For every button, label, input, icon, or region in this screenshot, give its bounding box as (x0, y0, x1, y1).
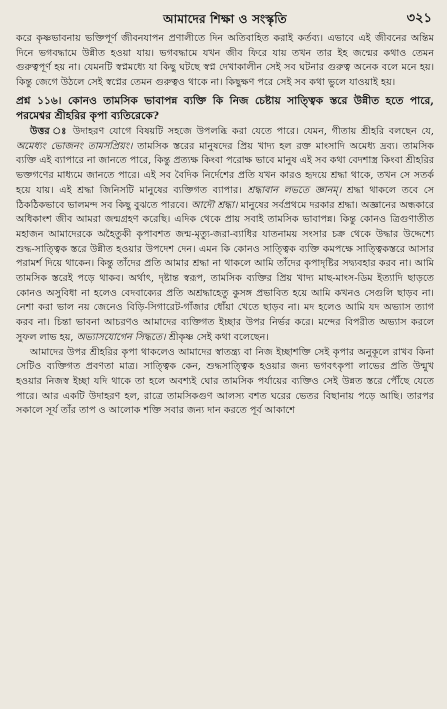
intro-paragraph: করে কৃষ্ণভাবনায় ভক্তিপূর্ণ জীবনযাপন প্রণালীতে দিন অতিবাহিত করাই কর্তব্য। এভাবে এই জীবনের অন্তিম দিনে ভগবদ্ধামে উন্নীত হওয়া যায়। ভগবদ্ধামে যখন জীব ফিরে যায় তখন তার ইহ জন্মের কথাও তেমন গুরুত্বপূর্ণ হয় না। যেমনটি স্বপ্নমধ্যে যা কিছু ঘটছে স্বপ্ন দেখাকালীন সেই সব ঘটনার গুরুত্ব অনেক বলে মনে হয়। কিন্তু জেগে উঠলে সেই স্বপ্নের তেমন গুরুত্বও থাকে না। কিছুক্ষণ পরে সেই সব কথা ভুলে যাওয়াই হয়। (16, 33, 434, 89)
running-header (16, 6, 434, 32)
answer-text-5: শ্রীকৃষ্ণ সেই কথা বলেছেন। (165, 331, 269, 343)
running-title: আমাদের শিক্ষা ও সংস্কৃতি (163, 12, 287, 26)
scripture-quote-1: অমেধ্যং ভোজনং তামসপ্রিয়ং। (16, 140, 133, 152)
answer-text-2: তামসিক স্তরের মানুষদের প্রিয় খাদ্য হল রক্ত মাংসাদি অমেধ্য দ্রব্য। তামসিক ব্যক্তি এই ব্যাপারে না জানতে পারে, কিন্তু প্রত্যক্ষ কিংবা পরোক্ষ ভাবে মানুষ এই সব কথা বেদশাস্ত্র কিংবা শ্রীহরির ভক্তগণের মাধ্যমে জানতে পারে। এই সব বৈদিক নির্দেশের প্রতি যখন কারও হৃদয়ে শ্রদ্ধা থাকে, তখন সে সতর্ক হয়ে যায়। এই শ্রদ্ধা জিনিসটি মানুষের ব্যক্তিগত ব্যাপার। (16, 140, 435, 196)
closing-paragraph: আমাদের উপর শ্রীহরির কৃপা থাকলেও আমাদের স্বাতন্ত্র্য বা নিজ ইচ্ছাশক্তি সেই কৃপার অনুকূলে রাখব কিনা সেটিও ব্যক্তিগত প্রবণতা মাত্র। সাত্ত্বিক কেন, শুদ্ধসাত্ত্বিক হওয়ার জন্য ভগবৎকৃপা লাভের প্রতি উন্মুখ হওয়ার নিজস্ব ইচ্ছা যদি থাকে তা হলে অবশ্যই ঘোর তামসিক পর্যায়ের ব্যক্তিও সেই উন্নত স্তরে পৌঁছে যেতে পারে। আর একটি উদাহরণ হল, রাত্রে তামসিকগুণ আলস্য বশত ঘরের ভেতর বিছানায় পড়ে আছি। তারপর সকালে সূর্য তাঁর তাপ ও আলোক শক্তি সবার জন্য দান করতে পূর্ব আকাশে (16, 346, 434, 417)
answer-text-4: মানুষের সর্বপ্রথমে দরকার শ্রদ্ধা। অজ্ঞানের অন্ধকারে অধিকাংশ জীব আমরা জন্মগ্রহণ করেছি। এদিক থেকে প্রায় সবাই তামসিক ভাবাপন্ন। কিন্তু কোনও ত্রিগুণাতীত মহাজন আমাদেরকে অহৈতুকী কৃপাবশত জন্ম-মৃত্যু-জরা-ব্যাধির যাতনাময় সংসার চক্র থেকে উদ্ধার উদ্দেশ্যে শুদ্ধ-সাত্ত্বিক স্তরে উন্নীত হওয়ার উপদেশ দেন। এমন কি কোনও সাত্ত্বিক ব্যক্তি কমপক্ষে সাত্ত্বিকস্তরে আসার পরামর্শ দিয়ে থাকেন। কিন্তু তাঁদের প্রতি আমার শ্রদ্ধা না থাকলে আমি তাঁদের কৃপাদৃষ্টির সদ্ব্যবহার করব না। আমি তামসিক স্তরেই পড়ে থাকব। অর্থাৎ, দৃষ্টান্ত স্বরূপ, তামসিক ব্যক্তির প্রিয় খাদ্য মাছ-মাংস-ডিম ইত্যাদি ছাড়তে কোনও অসুবিধা না হলেও বেদবাক্যের প্রতি অশ্রদ্ধাহেতু কুসঙ্গ প্রভাবিত হয়ে আমি কখনও সেগুলি ছাড়ব না। নেশা করা ভাল নয় জেনেও বিড়ি-সিগারেট-গাঁজার ধোঁয়া খেতে ছাড়ব না। মদ হলেও আমি যদ অভ্যাস ত্যাগ করব না। চিন্তা ভাবনা আচরণও আমাদের ব্যক্তিগত ইচ্ছার উপর নির্ভর করে। মন্দের বিপরীত অভ্যাস করলে সুফল লাভ হয়, (16, 199, 434, 343)
answer-paragraph (16, 125, 434, 346)
scripture-quote-2: শ্রদ্ধাবান লভতে জ্ঞানম্। (247, 184, 342, 196)
page-number: ৩২১ (406, 11, 432, 26)
answer-label: উত্তর ঃ (30, 126, 69, 137)
scripture-quote-4: অভ্যাসযোগেন সিদ্ধতে। (76, 331, 166, 343)
scripture-quote-3: আদৌ শ্রদ্ধা। (191, 199, 238, 211)
answer-text-1: উদাহরণ যোগে বিষয়টি সহজে উপলব্ধি করা যেতে পারে। যেমন, গীতায় শ্রীহরি বলছেন যে, (68, 126, 434, 137)
question-heading: প্রশ্ন ১১৬। কোনও তামসিক ভাবাপন্ন ব্যক্তি কি নিজ চেষ্টায় সাত্ত্বিক স্তরে উন্নীত হতে পারে, পরমেশ্বর শ্রীহরির কৃপা ব্যতিরেকে? (16, 94, 434, 123)
answer-text-3: শ্রদ্ধা থাকলে তবে সে ঠিকঠিকভাবে ভালমন্দ সব কিছু বুঝতে পারবে। (16, 184, 434, 211)
body-text (16, 32, 434, 419)
